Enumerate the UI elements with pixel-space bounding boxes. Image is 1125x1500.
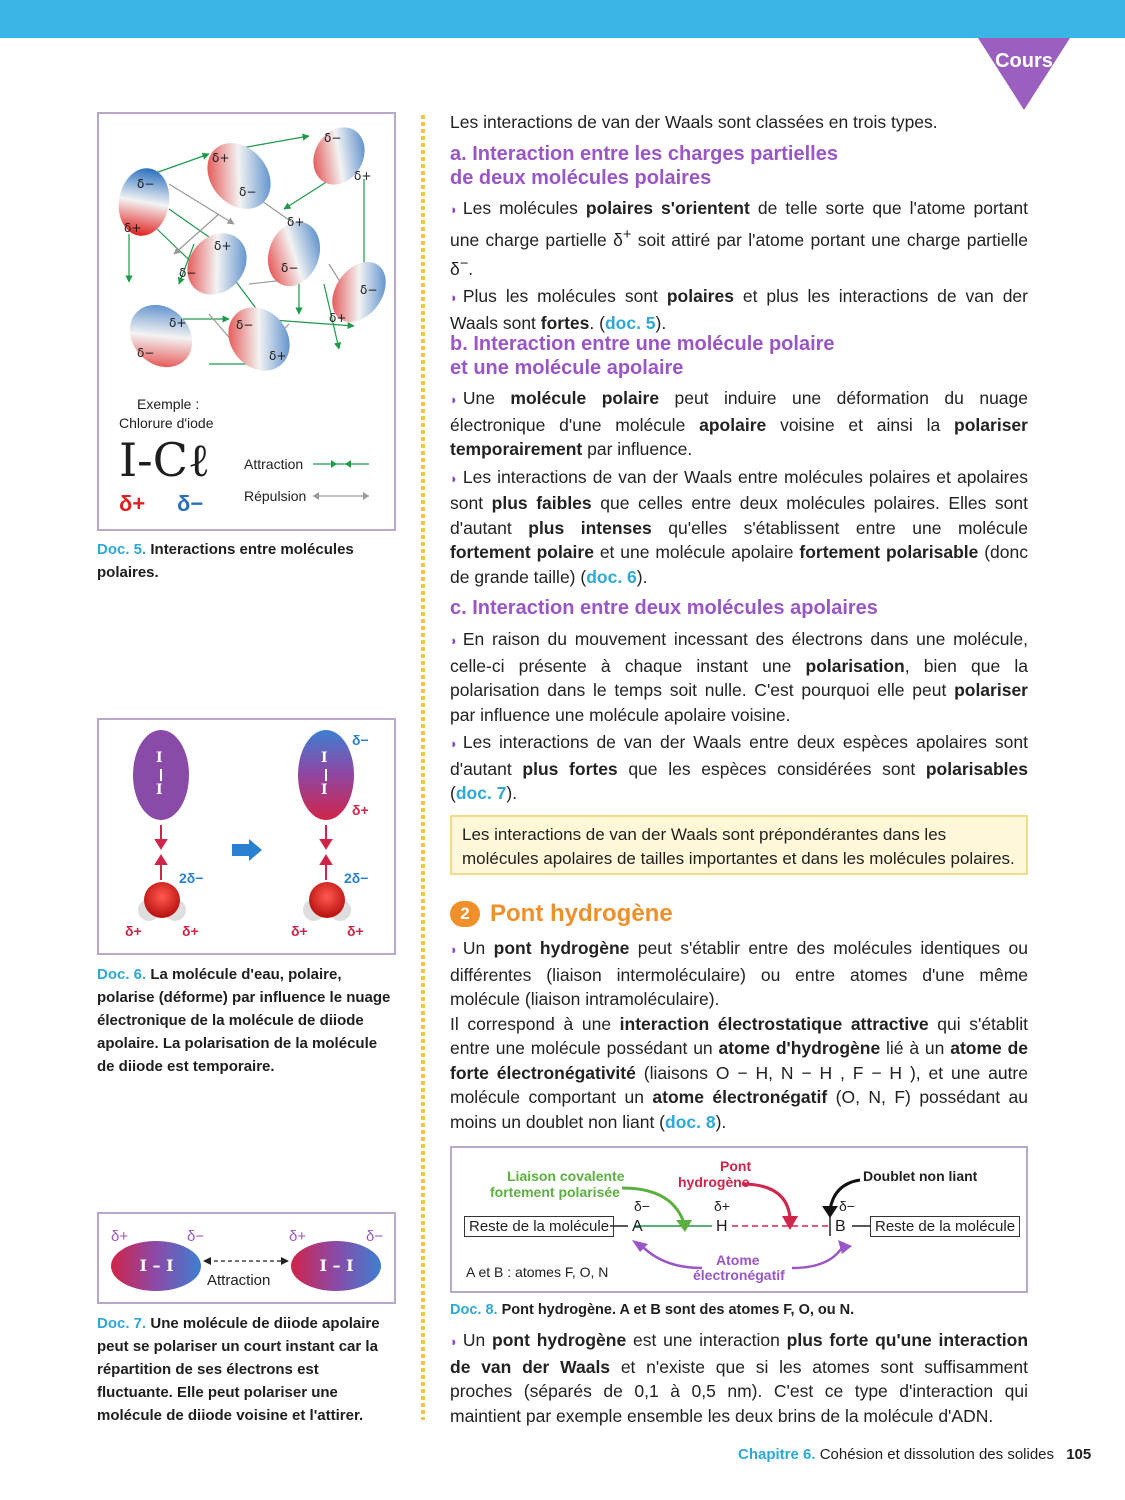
right-label-2delta-minus: 2δ−	[344, 870, 369, 886]
right-delta-plus: δ+	[289, 1228, 307, 1245]
transition-arrow	[232, 839, 262, 861]
page-number: 105	[1066, 1446, 1092, 1463]
atom-a: A	[632, 1218, 643, 1235]
diiode-right-bond	[325, 769, 327, 781]
section-2-body	[450, 936, 1028, 1134]
svg-text:δ+: δ+	[169, 316, 187, 330]
diiode-left-bond	[160, 769, 162, 781]
polar-molecules	[113, 118, 394, 383]
label-atome-line2: électronégatif	[693, 1267, 785, 1283]
heading-b	[450, 332, 1028, 380]
intro-paragraph	[450, 110, 1028, 135]
left-delta-plus: δ+	[111, 1228, 129, 1245]
column-divider	[421, 115, 425, 1420]
doc8-ref: Doc. 8.	[450, 1302, 498, 1318]
formula: I-Cℓ	[119, 433, 210, 487]
left-h1-delta-plus: δ+	[125, 923, 142, 939]
svg-text:δ−: δ−	[137, 346, 155, 360]
right-h2-delta-plus: δ+	[347, 923, 364, 939]
section-c-body	[450, 627, 1028, 806]
heading-a-line2: de deux molécules polaires	[450, 167, 712, 189]
svg-text:δ−: δ−	[281, 261, 299, 275]
page-footer	[738, 1446, 1091, 1463]
section-b-body	[450, 386, 1028, 589]
label-covalent-line1: Liaison covalente	[507, 1168, 625, 1184]
doc8-figure	[450, 1146, 1028, 1293]
atom-b: B	[835, 1218, 846, 1235]
intro-text: Les interactions de van der Waals sont classées en trois types.	[450, 112, 938, 132]
legend-repulsion: Répulsion	[244, 488, 307, 504]
doc7-caption-text: Une molécule de diiode apolaire peut se polariser un court instant car la répartition de ses électrons est fluctuante. Elle peut polariser une molécule de diiode voisine et l'attirer.	[97, 1315, 380, 1424]
atoms-note: A et B : atomes F, O, N	[466, 1264, 609, 1280]
svg-text:δ+: δ+	[269, 349, 287, 363]
svg-text:δ+: δ+	[287, 215, 305, 229]
doc5-caption	[97, 538, 387, 584]
para-a1: ◗ Les molécules polaires s'orientent de telle sorte que l'atome portant une charge partielle δ+ soit attiré par l'atome portant une charge partielle δ−.	[450, 198, 1029, 279]
right-h1-delta-plus: δ+	[291, 923, 308, 939]
label-delta-plus: δ+	[352, 802, 369, 818]
heading-a	[450, 142, 1028, 190]
water-molecules	[138, 882, 351, 921]
label-covalent-line2: fortement polarisée	[490, 1184, 620, 1200]
legend-attraction: Attraction	[244, 456, 304, 472]
doc6-caption-text: La molécule d'eau, polaire, polarise (déforme) par influence le nuage électronique de la molécule de diiode apolaire. La polarisation de la molécule de diiode est temporaire.	[97, 966, 391, 1075]
section-number: 2	[450, 901, 480, 927]
key-point-text: Les interactions de van der Waals sont prépondérantes dans les molécules apolaires de tailles importantes et dans les molécules polaires.	[462, 825, 1015, 868]
diiode-left-atom-top: I	[156, 750, 163, 766]
svg-text:δ+: δ+	[329, 311, 347, 325]
svg-text:δ−: δ−	[137, 177, 155, 191]
para-h1: ◗ Un pont hydrogène peut s'établir entre des molécules identiques ou différentes (liaison intermoléculaire) ou entre atomes d'une même molécule (liaison intramoléculaire).	[450, 938, 1029, 1009]
diiode-left-atom-bottom: I	[156, 782, 163, 798]
doc7-ref: Doc. 7.	[97, 1315, 147, 1332]
svg-text:δ+: δ+	[214, 239, 232, 253]
para-c2: ◗ Les interactions de van der Waals entre deux espèces apolaires sont d'autant plus fortes que les espèces considérées sont polarisables (doc. 7).	[450, 732, 1028, 803]
label-atome-line1: Atome	[716, 1252, 760, 1268]
para-b1: ◗ Une molécule polaire peut induire une déformation du nuage électronique d'une molécule apolaire voisine et ainsi la polariser temporairement par influence.	[450, 388, 1028, 459]
doc7-figure	[97, 1212, 396, 1304]
molecule-left: I – I	[139, 1256, 174, 1275]
doc6-figure	[97, 718, 396, 955]
heading-a-line1: a. Interaction entre les charges partielles	[450, 143, 838, 165]
tab-label: Cours	[995, 50, 1053, 72]
legend-swatches	[311, 454, 371, 514]
doc7-caption	[97, 1312, 397, 1427]
para-h2: Il correspond à une interaction électrostatique attractive qui s'établit entre une molécule possédant un atome d'hydrogène lié à un atome de forte électronégativité (liaisons O − H, N − H , F − H ), et une autre molécule comportant un atome électronégatif (O, N, F) possédant au moins un doublet non liant (doc. 8).	[450, 1013, 1029, 1132]
doc6-diagram	[99, 720, 394, 953]
doc8-caption-text: Pont hydrogène. A et B sont des atomes F, O, ou N.	[501, 1302, 855, 1318]
diiode-right-atom-bottom: I	[321, 782, 328, 798]
label-pont-line2: hydrogène	[678, 1174, 750, 1190]
doc5-figure	[97, 112, 396, 531]
top-bar	[0, 0, 1125, 38]
tab-triangle	[978, 38, 1070, 110]
left-delta-minus: δ−	[187, 1228, 205, 1245]
svg-text:δ−: δ−	[360, 283, 378, 297]
doc5-caption-text: Interactions entre molécules polaires.	[97, 541, 354, 581]
left-h2-delta-plus: δ+	[182, 923, 199, 939]
section-2-heading	[450, 900, 673, 928]
right-delta-minus: δ−	[366, 1228, 384, 1245]
example-label: Exemple :	[137, 396, 200, 412]
section-tab	[978, 38, 1070, 110]
formula-delta-minus: δ−	[177, 491, 204, 516]
para-b2: ◗ Les interactions de van der Waals entre molécules polaires et apolaires sont plus faibles que celles entre deux molécules polaires. Elles sont d'autant plus intenses qu'elles s'établissent entre une molécule fortement polaire et une molécule apolaire fortement polarisable (donc de grande taille) (doc. 6).	[450, 466, 1029, 587]
atom-b-charge: δ−	[839, 1198, 855, 1214]
doc6-ref: Doc. 6.	[97, 966, 147, 983]
atom-a-charge: δ−	[634, 1198, 650, 1214]
heading-c-line1: c. Interaction entre deux molécules apolaires	[450, 597, 878, 619]
label-doublet: Doublet non liant	[863, 1168, 978, 1184]
svg-text:δ+: δ+	[354, 169, 372, 183]
doc8-caption	[450, 1299, 1028, 1322]
label-pont-line1: Pont	[720, 1158, 752, 1174]
diiode-right-atom-top: I	[321, 750, 328, 766]
para-a2: ◗ Plus les molécules sont polaires et plus les interactions de van der Waals sont fortes. (doc. 5).	[450, 286, 1028, 333]
atom-h: H	[716, 1218, 728, 1235]
doc6-caption	[97, 963, 397, 1078]
doc5-ref: Doc. 5.	[97, 541, 147, 558]
example-name: Chlorure d'iode	[119, 415, 214, 431]
reste-left: Reste de la molécule	[464, 1216, 614, 1237]
footer-title: Cohésion et dissolution des solides	[819, 1446, 1055, 1463]
svg-text:δ−: δ−	[324, 131, 342, 145]
formula-delta-plus: δ+	[119, 491, 146, 516]
molecule-right: I – I	[319, 1256, 354, 1275]
para-h3: ◗ Un pont hydrogène est une interaction plus forte qu'une interaction de van der Waals et n'existe que si les atomes sont suffisamment proches (séparés de 0,1 à 0,5 nm). C'est ce type d'interaction qui maintient par exemple ensemble les deux brins de la molécule d'ADN.	[450, 1330, 1029, 1426]
section-title: Pont hydrogène	[490, 900, 673, 927]
final-paragraph	[450, 1328, 1028, 1428]
label-delta-minus: δ−	[352, 732, 369, 748]
footer-chapter: Chapitre 6.	[738, 1446, 816, 1463]
heading-c	[450, 596, 1028, 620]
reste-right: Reste de la molécule	[870, 1216, 1020, 1237]
left-label-2delta-minus: 2δ−	[179, 870, 204, 886]
para-c1: ◗ En raison du mouvement incessant des électrons dans une molécule, celle-ci présente à chaque instant une polarisation, bien que la polarisation dans le temps soit nulle. C'est pourquoi elle peut polariser par influence une molécule apolaire voisine.	[450, 629, 1028, 725]
svg-text:δ+: δ+	[124, 221, 142, 235]
svg-text:δ−: δ−	[179, 266, 197, 280]
key-point-box	[450, 815, 1028, 875]
attraction-label: Attraction	[207, 1272, 271, 1289]
section-a-body	[450, 196, 1028, 335]
atom-h-charge: δ+	[714, 1198, 730, 1214]
svg-text:δ−: δ−	[236, 318, 254, 332]
svg-text:δ+: δ+	[212, 151, 230, 165]
heading-b-line2: et une molécule apolaire	[450, 357, 684, 379]
heading-b-line1: b. Interaction entre une molécule polaire	[450, 333, 835, 355]
svg-text:δ−: δ−	[239, 185, 257, 199]
